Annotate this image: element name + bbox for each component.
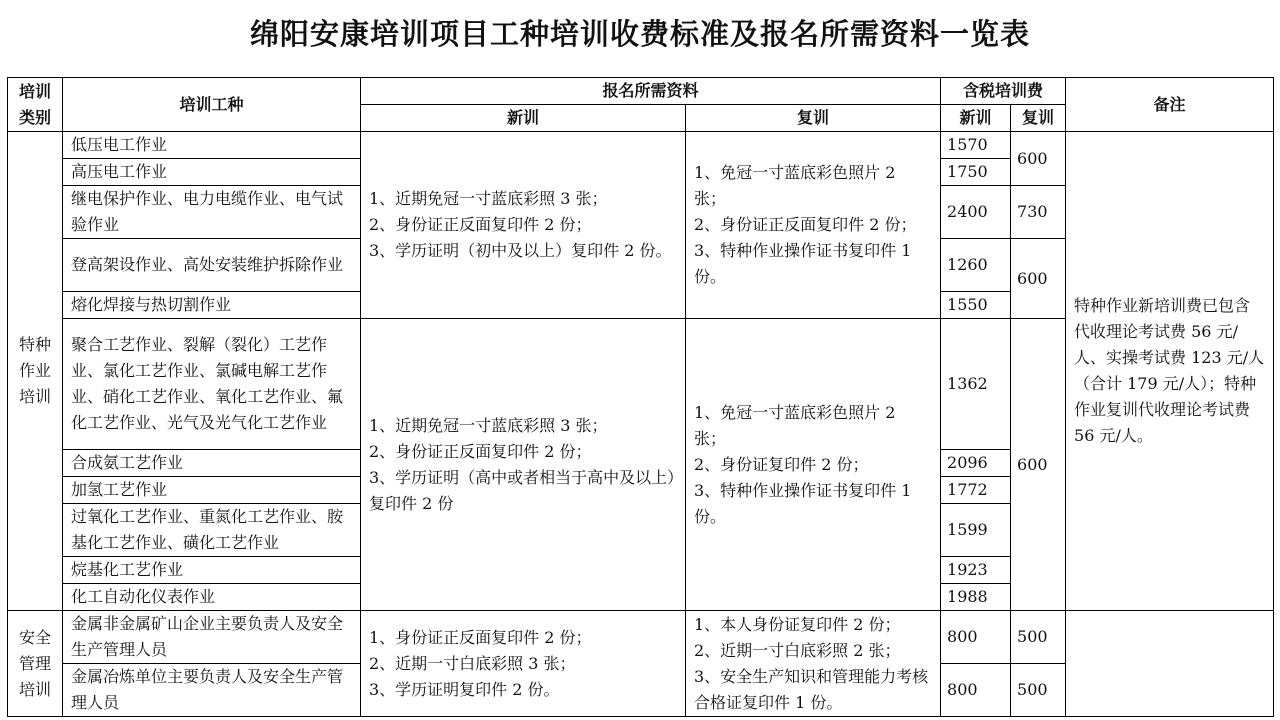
fee-new-cell: 1550 (941, 292, 1011, 319)
header-materials-new: 新训 (361, 105, 686, 132)
materials-renew-cell: 1、免冠一寸蓝底彩色照片 2 张； 2、身份证正反面复印件 2 份； 3、特种作业操作证书复印件 1 份。 (686, 132, 941, 319)
fee-renew-cell: 500 (1011, 611, 1066, 664)
fee-new-cell: 1570 (941, 132, 1011, 159)
header-job-type: 培训工种 (63, 78, 361, 132)
header-materials-renew: 复训 (686, 105, 941, 132)
fee-renew-cell: 500 (1011, 664, 1066, 717)
job-cell: 化工自动化仪表作业 (63, 584, 361, 611)
header-fee: 含税培训费 (941, 78, 1066, 105)
fee-new-cell: 1260 (941, 239, 1011, 292)
header-category: 培训 类别 (8, 78, 63, 132)
fee-renew-cell: 600 (1011, 132, 1066, 186)
fee-new-cell: 800 (941, 611, 1011, 664)
job-cell: 登高架设作业、高处安装维护拆除作业 (63, 239, 361, 292)
materials-new-cell: 1、近期免冠一寸蓝底彩照 3 张； 2、身份证正反面复印件 2 份； 3、学历证明（初中及以上）复印件 2 份。 (361, 132, 686, 319)
fee-new-cell: 1362 (941, 319, 1011, 450)
job-cell: 过氧化工艺作业、重氮化工艺作业、胺基化工艺作业、磺化工艺作业 (63, 504, 361, 557)
job-cell: 聚合工艺作业、裂解（裂化）工艺作业、氯化工艺作业、氯碱电解工艺作业、硝化工艺作业、氧化工艺作业、氟化工艺作业、光气及光气化工艺作业 (63, 319, 361, 450)
header-materials: 报名所需资料 (361, 78, 941, 105)
fee-table (7, 77, 1274, 717)
table-row (8, 132, 1274, 159)
materials-renew-cell: 1、免冠一寸蓝底彩色照片 2 张； 2、身份证复印件 2 份； 3、特种作业操作证书复印件 1 份。 (686, 319, 941, 611)
job-cell: 金属冶炼单位主要负责人及安全生产管理人员 (63, 664, 361, 717)
category-safety: 安全 管理 培训 (8, 611, 63, 717)
job-cell: 烷基化工艺作业 (63, 557, 361, 584)
fee-new-cell: 1599 (941, 504, 1011, 557)
fee-new-cell: 1988 (941, 584, 1011, 611)
fee-new-cell: 800 (941, 664, 1011, 717)
job-cell: 加氢工艺作业 (63, 477, 361, 504)
fee-new-cell: 2400 (941, 186, 1011, 239)
fee-renew-cell: 600 (1011, 319, 1066, 611)
job-cell: 金属非金属矿山企业主要负责人及安全生产管理人员 (63, 611, 361, 664)
materials-renew-cell: 1、本人身份证复印件 2 份； 2、近期一寸白底彩照 2 张； 3、安全生产知识和管理能力考核合格证复印件 1 份。 (686, 611, 941, 717)
table-row (8, 611, 1274, 664)
header-row-1 (8, 78, 1274, 105)
job-cell: 继电保护作业、电力电缆作业、电气试验作业 (63, 186, 361, 239)
materials-new-cell: 1、身份证正反面复印件 2 份； 2、近期一寸白底彩照 3 张； 3、学历证明复印件 2 份。 (361, 611, 686, 717)
fee-renew-cell: 730 (1011, 186, 1066, 239)
header-fee-renew: 复训 (1011, 105, 1066, 132)
category-special: 特种 作业 培训 (8, 132, 63, 611)
fee-new-cell: 1772 (941, 477, 1011, 504)
job-cell: 熔化焊接与热切割作业 (63, 292, 361, 319)
header-remarks: 备注 (1066, 78, 1274, 132)
fee-new-cell: 2096 (941, 450, 1011, 477)
fee-new-cell: 1923 (941, 557, 1011, 584)
header-fee-new: 新训 (941, 105, 1011, 132)
job-cell: 低压电工作业 (63, 132, 361, 159)
job-cell: 高压电工作业 (63, 159, 361, 186)
fee-new-cell: 1750 (941, 159, 1011, 186)
page-title: 绵阳安康培训项目工种培训收费标准及报名所需资料一览表 (249, 17, 1030, 51)
remarks-cell: 特种作业新培训费已包含代收理论考试费 56 元/人、实操考试费 123 元/人（合计 179 元/人）；特种作业复训代收理论考试费 56 元/人。 (1066, 132, 1274, 611)
remarks-cell-empty (1066, 611, 1274, 717)
job-cell: 合成氨工艺作业 (63, 450, 361, 477)
fee-renew-cell: 600 (1011, 239, 1066, 319)
materials-new-cell: 1、近期免冠一寸蓝底彩照 3 张； 2、身份证正反面复印件 2 份； 3、学历证明（高中或者相当于高中及以上）复印件 2 份 (361, 319, 686, 611)
